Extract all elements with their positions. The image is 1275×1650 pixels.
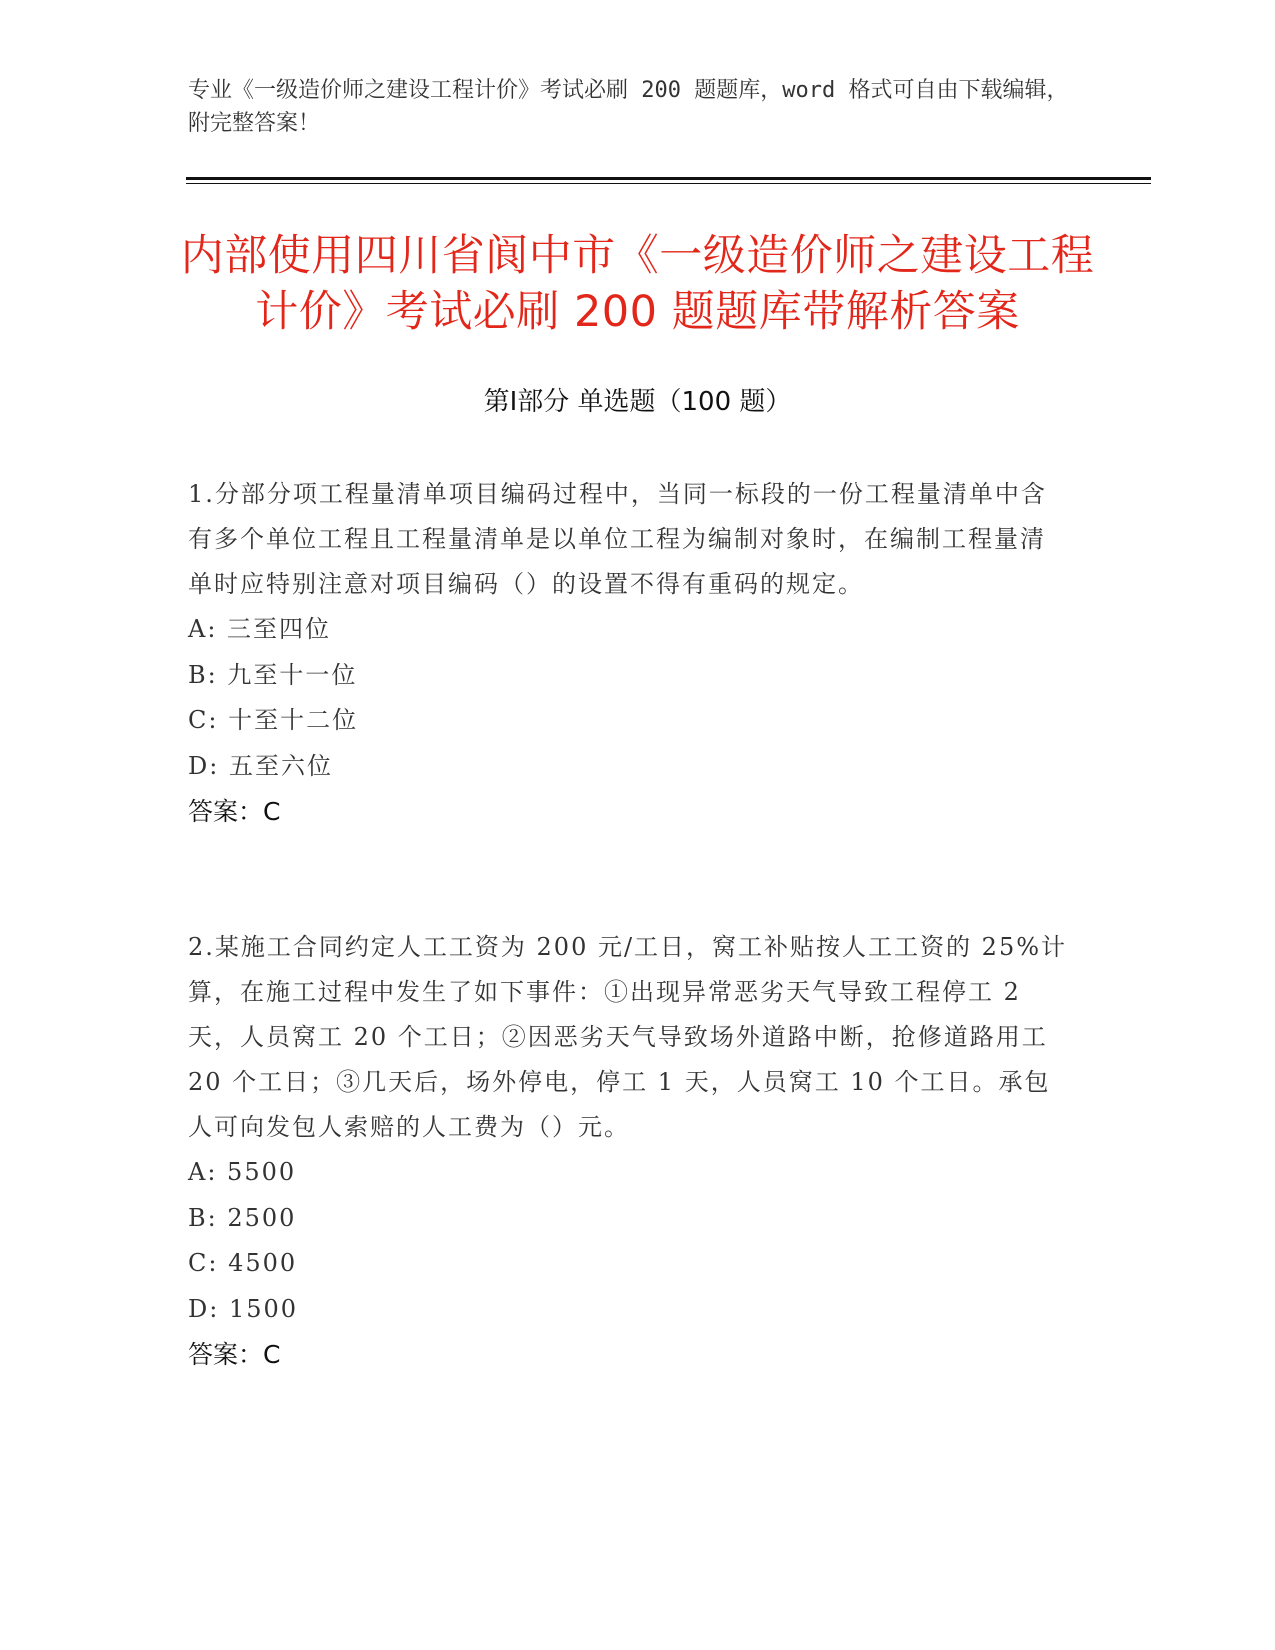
section-title: 第Ⅰ部分 单选题（100 题） — [483, 387, 792, 417]
header-note: 专业《一级造价师之建设工程计价》考试必刷 200 题题库，word 格式可自由下载编辑，附完整答案！ — [188, 78, 1069, 136]
answer: 答案：C — [188, 797, 281, 826]
option-b: B: 2500 — [188, 1203, 297, 1232]
document-title: 内部使用四川省阆中市《一级造价师之建设工程计价》考试必刷 200 题题库带解析答案 — [180, 231, 1095, 337]
question-2 — [188, 925, 1068, 1377]
answer: 答案：C — [188, 1340, 281, 1369]
option-b: B: 九至十一位 — [188, 660, 358, 689]
option-c: C: 十至十二位 — [188, 706, 359, 734]
option-c: C: 4500 — [188, 1249, 298, 1277]
option-a: A: 三至四位 — [188, 615, 332, 643]
option-d: D: 1500 — [188, 1294, 299, 1323]
question-text: 2.某施工合同约定人工工资为 200 元/工日，窝工补贴按人工工资的 25%计算，在施工过程中发生了如下事件：①出现异常恶劣天气导致工程停工 2 天，人员窝工 20 个工日；②因恶劣天气导致场外道路中断，抢修道路用工 20 个工日；③几天后，场外停电，停工 1 天，人员窝工 10 个工日。承包人可向发包人索赔的人工费为（）元。 — [188, 933, 1068, 1141]
header-divider-thin — [186, 183, 1151, 184]
option-d: D: 五至六位 — [188, 751, 333, 780]
option-a: A: 5500 — [188, 1158, 297, 1186]
header-divider-thick — [186, 177, 1151, 180]
question-text: 1.分部分项工程量清单项目编码过程中，当同一标段的一份工程量清单中含有多个单位工程且工程量清单是以单位工程为编制对象时，在编制工程量清单时应特别注意对项目编码（）的设置不得有重码的规定。 — [188, 480, 1047, 598]
question-1 — [188, 472, 1068, 834]
